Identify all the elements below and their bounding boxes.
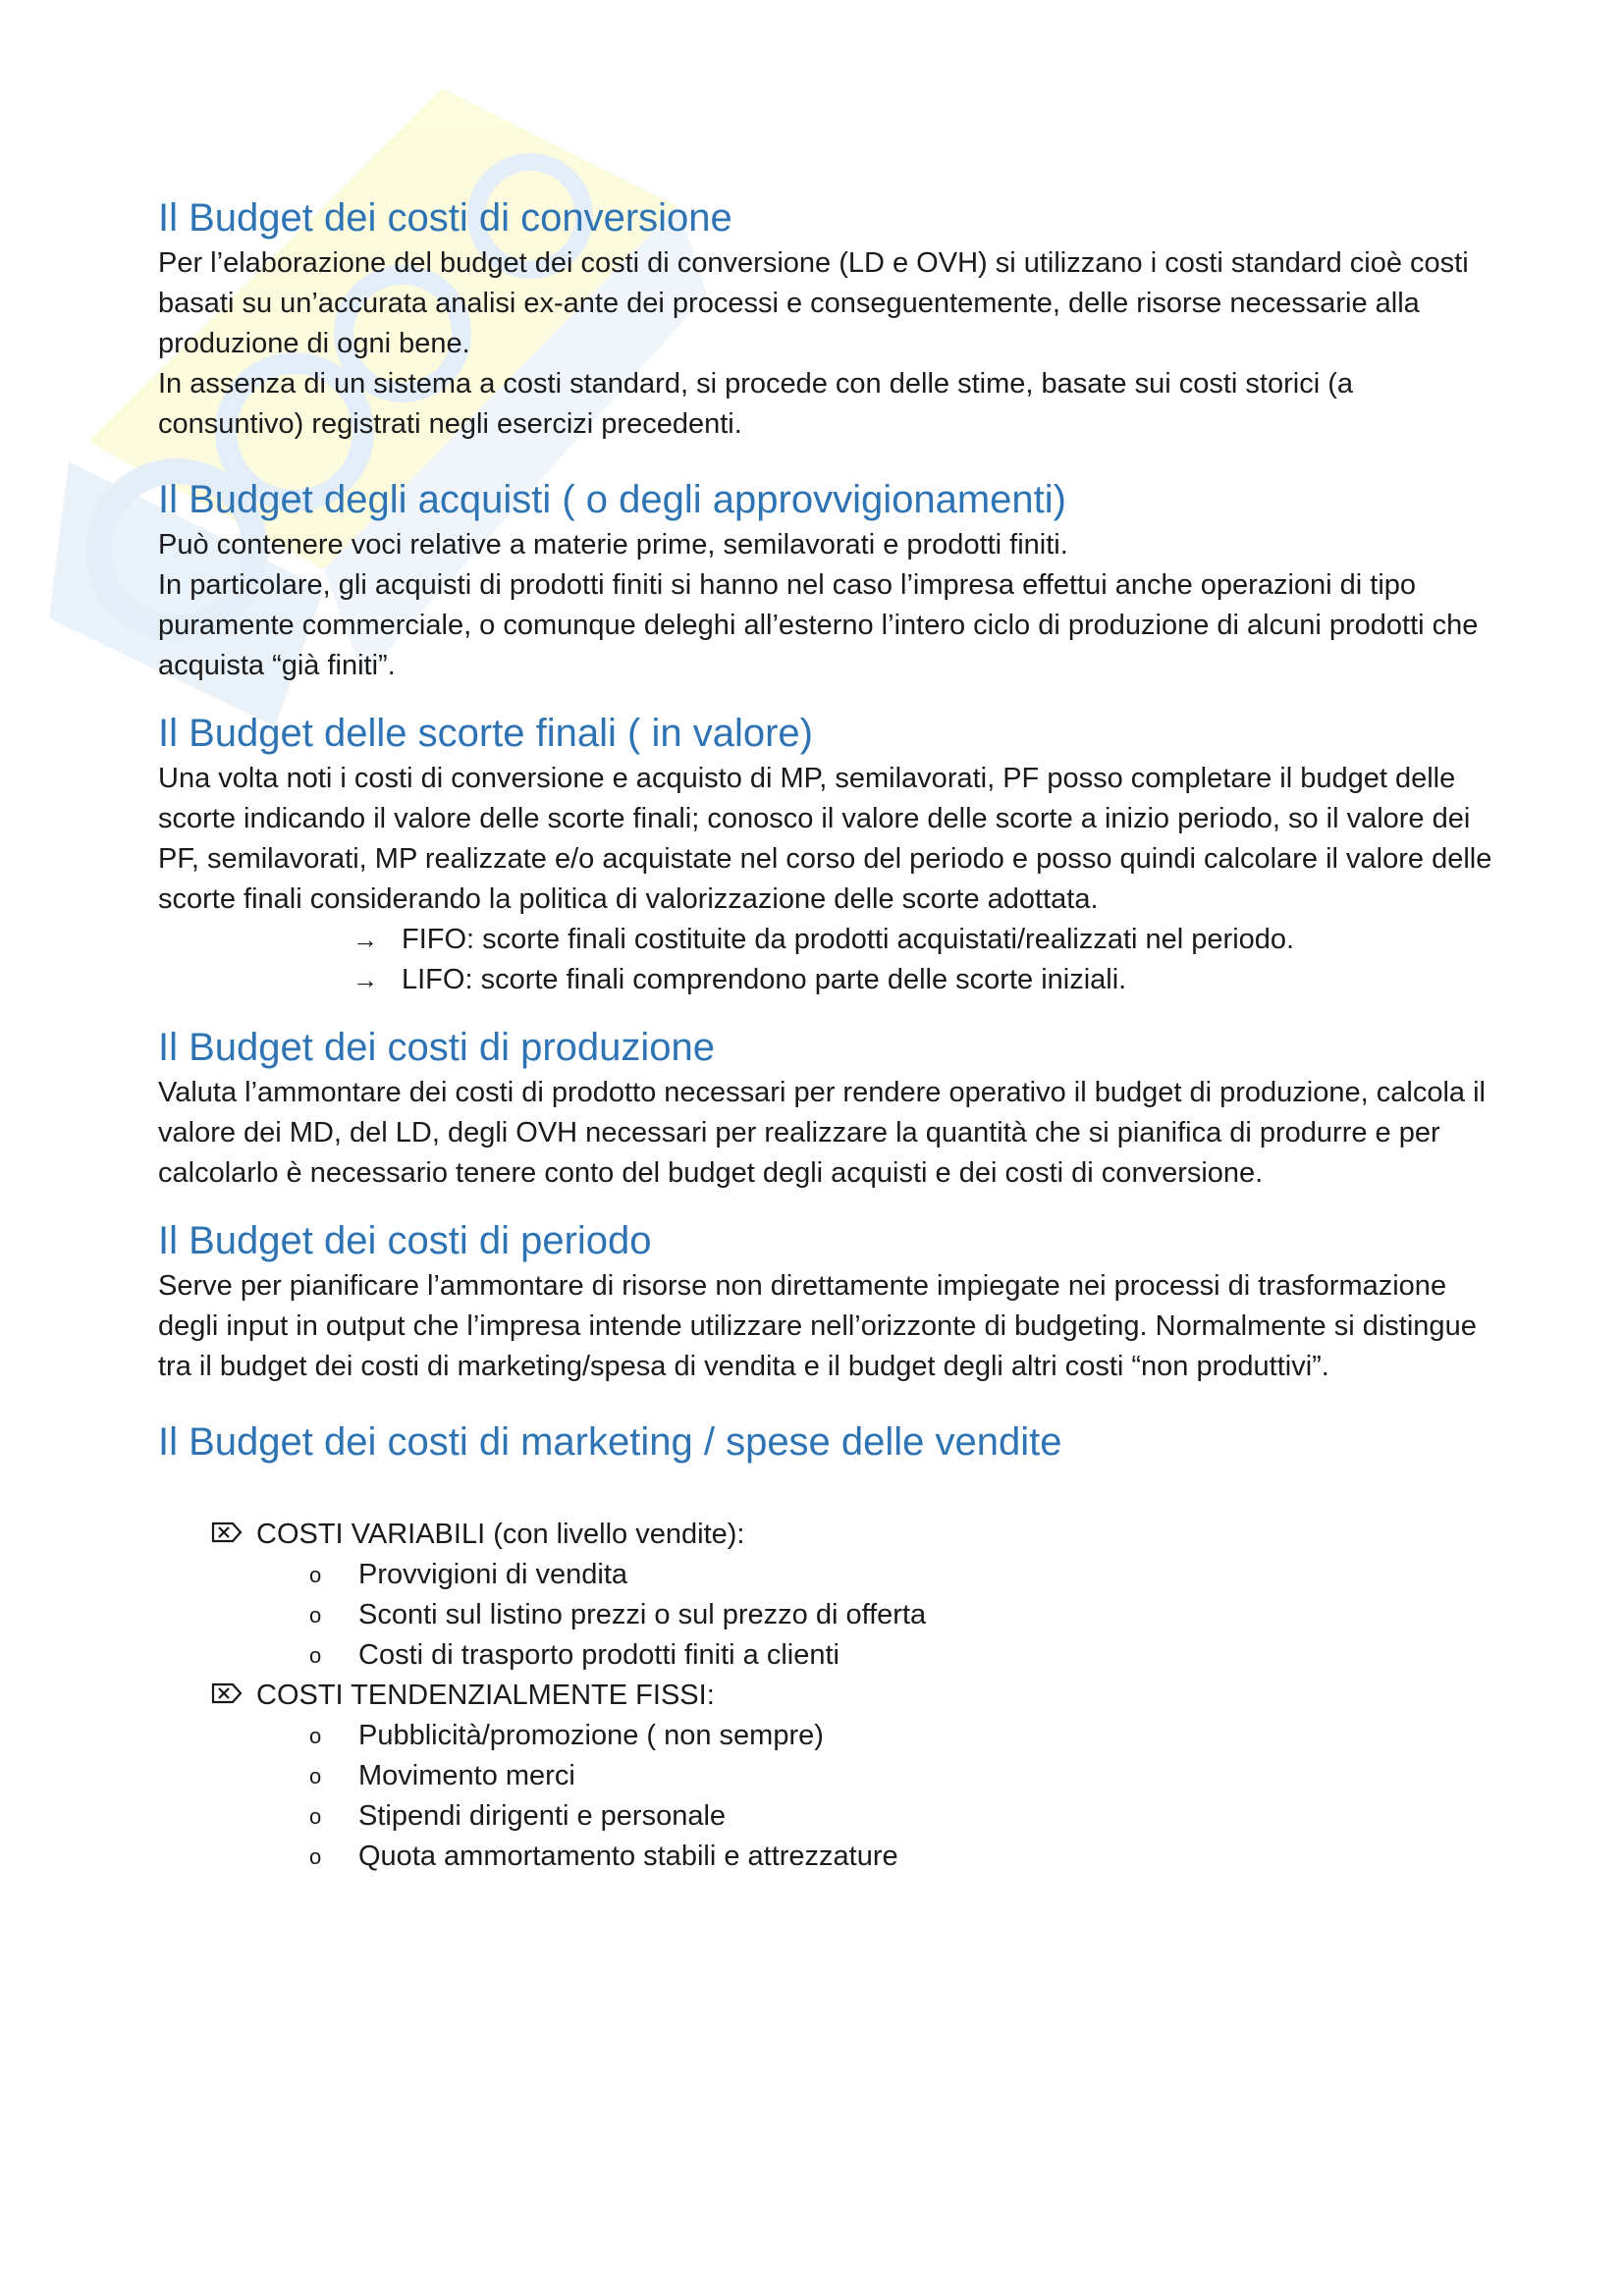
section-costi-marketing xyxy=(158,1416,1503,1877)
list-item xyxy=(309,1595,1503,1635)
section-acquisti xyxy=(158,474,1503,686)
hollow-circle-icon: o xyxy=(309,1563,322,1587)
section-title: Il Budget dei costi di periodo xyxy=(158,1219,652,1262)
category-label: COSTI TENDENZIALMENTE FISSI: xyxy=(256,1680,715,1711)
erase-to-right-icon xyxy=(211,1515,256,1555)
list-item xyxy=(309,1635,1503,1676)
section-title: Il Budget degli acquisti ( o degli approvvigionamenti) xyxy=(158,478,1066,521)
paragraph: Una volta noti i costi di conversione e acquisto di MP, semilavorati, PF posso completare il budget delle scorte indicando il valore delle scorte finali; conosco il valore delle scorte a inizio periodo, so il valore dei PF, semilavorati, MP realizzate e/o acquistate nel corso del periodo e posso quindi calcolare il valore delle scorte finali considerando la politica di valorizzazione delle scorte adottata. xyxy=(158,763,1492,915)
list-item xyxy=(309,1796,1503,1837)
paragraph: In particolare, gli acquisti di prodotti finiti si hanno nel caso l’impresa effettui anche operazioni di tipo puramente commerciale, o comunque deleghi all’esterno l’intero ciclo di produzione di alcuni prodotti che acquista “già finiti”. xyxy=(158,569,1479,681)
hollow-circle-icon: o xyxy=(309,1603,322,1628)
paragraph: Può contenere voci relative a materie prime, semilavorati e prodotti finiti. xyxy=(158,529,1068,561)
paragraph: In assenza di un sistema a costi standard, si procede con delle stime, basate sui costi storici (a consuntivo) registrati negli esercizi precedenti. xyxy=(158,368,1353,440)
paragraph: Per l’elaborazione del budget dei costi di conversione (LD e OVH) si utilizzano i costi standard cioè costi basati su un’accurata analisi ex-ante dei processi e conseguentemente, delle risorse necessarie alla produzione di ogni bene. xyxy=(158,247,1469,359)
list-item xyxy=(309,1756,1503,1796)
section-title: Il Budget dei costi di conversione xyxy=(158,196,732,240)
section-title: Il Budget dei costi di produzione xyxy=(158,1026,716,1069)
paragraph: Serve per pianificare l’ammontare di risorse non direttamente impiegate nei processi di trasformazione degli input in output che l’impresa intende utilizzare nell’orizzonte di budgeting. Normalmente si distingue tra il budget dei costi di marketing/spesa di vendita e il budget degli altri costi “non produttivi”. xyxy=(158,1270,1477,1382)
paragraph: Valuta l’ammontare dei costi di prodotto necessari per rendere operativo il budget di produzione, calcola il valore dei MD, del LD, degli OVH necessari per realizzare la quantità che si pianifica di produrre e per calcolarlo è necessario tenere conto del budget degli acquisti e dei costi di conversione. xyxy=(158,1077,1486,1189)
list-item-text: Pubblicità/promozione ( non sempre) xyxy=(358,1720,824,1751)
list-item-text: LIFO: scorte finali comprendono parte delle scorte iniziali. xyxy=(402,964,1127,995)
section-scorte-finali xyxy=(158,708,1503,1000)
category-list xyxy=(158,1515,1503,1877)
list-item xyxy=(309,1837,1503,1877)
document-body xyxy=(158,192,1503,1877)
list-item-text: Costi di trasporto prodotti finiti a clienti xyxy=(358,1639,839,1671)
list-item-text: FIFO: scorte finali costituite da prodotti acquistati/realizzati nel periodo. xyxy=(402,924,1295,955)
sub-list xyxy=(211,1555,1503,1676)
list-item xyxy=(352,920,1503,960)
category-label: COSTI VARIABILI (con livello vendite): xyxy=(256,1519,745,1550)
section-costi-produzione xyxy=(158,1022,1503,1194)
list-item xyxy=(352,960,1503,1000)
hollow-circle-icon: o xyxy=(309,1804,322,1829)
category xyxy=(211,1676,1503,1877)
list-item-text: Provvigioni di vendita xyxy=(358,1559,628,1590)
section-costi-conversione xyxy=(158,192,1503,445)
list-item-text: Sconti sul listino prezzi o sul prezzo di offerta xyxy=(358,1599,927,1630)
arrow-list xyxy=(158,920,1503,1000)
section-title: Il Budget dei costi di marketing / spese delle vendite xyxy=(158,1420,1062,1464)
right-arrow-icon: → xyxy=(352,965,378,994)
erase-to-right-icon xyxy=(211,1676,256,1716)
list-item-text: Stipendi dirigenti e personale xyxy=(358,1800,727,1832)
hollow-circle-icon: o xyxy=(309,1844,322,1869)
right-arrow-icon: → xyxy=(352,925,378,954)
list-item xyxy=(309,1716,1503,1756)
list-item-text: Quota ammortamento stabili e attrezzature xyxy=(358,1841,898,1872)
section-costi-periodo xyxy=(158,1215,1503,1387)
list-item-text: Movimento merci xyxy=(358,1760,575,1791)
hollow-circle-icon: o xyxy=(309,1764,322,1789)
hollow-circle-icon: o xyxy=(309,1643,322,1668)
category xyxy=(211,1515,1503,1676)
list-item xyxy=(309,1555,1503,1595)
hollow-circle-icon: o xyxy=(309,1724,322,1748)
section-title: Il Budget delle scorte finali ( in valore) xyxy=(158,712,813,755)
sub-list xyxy=(211,1716,1503,1877)
